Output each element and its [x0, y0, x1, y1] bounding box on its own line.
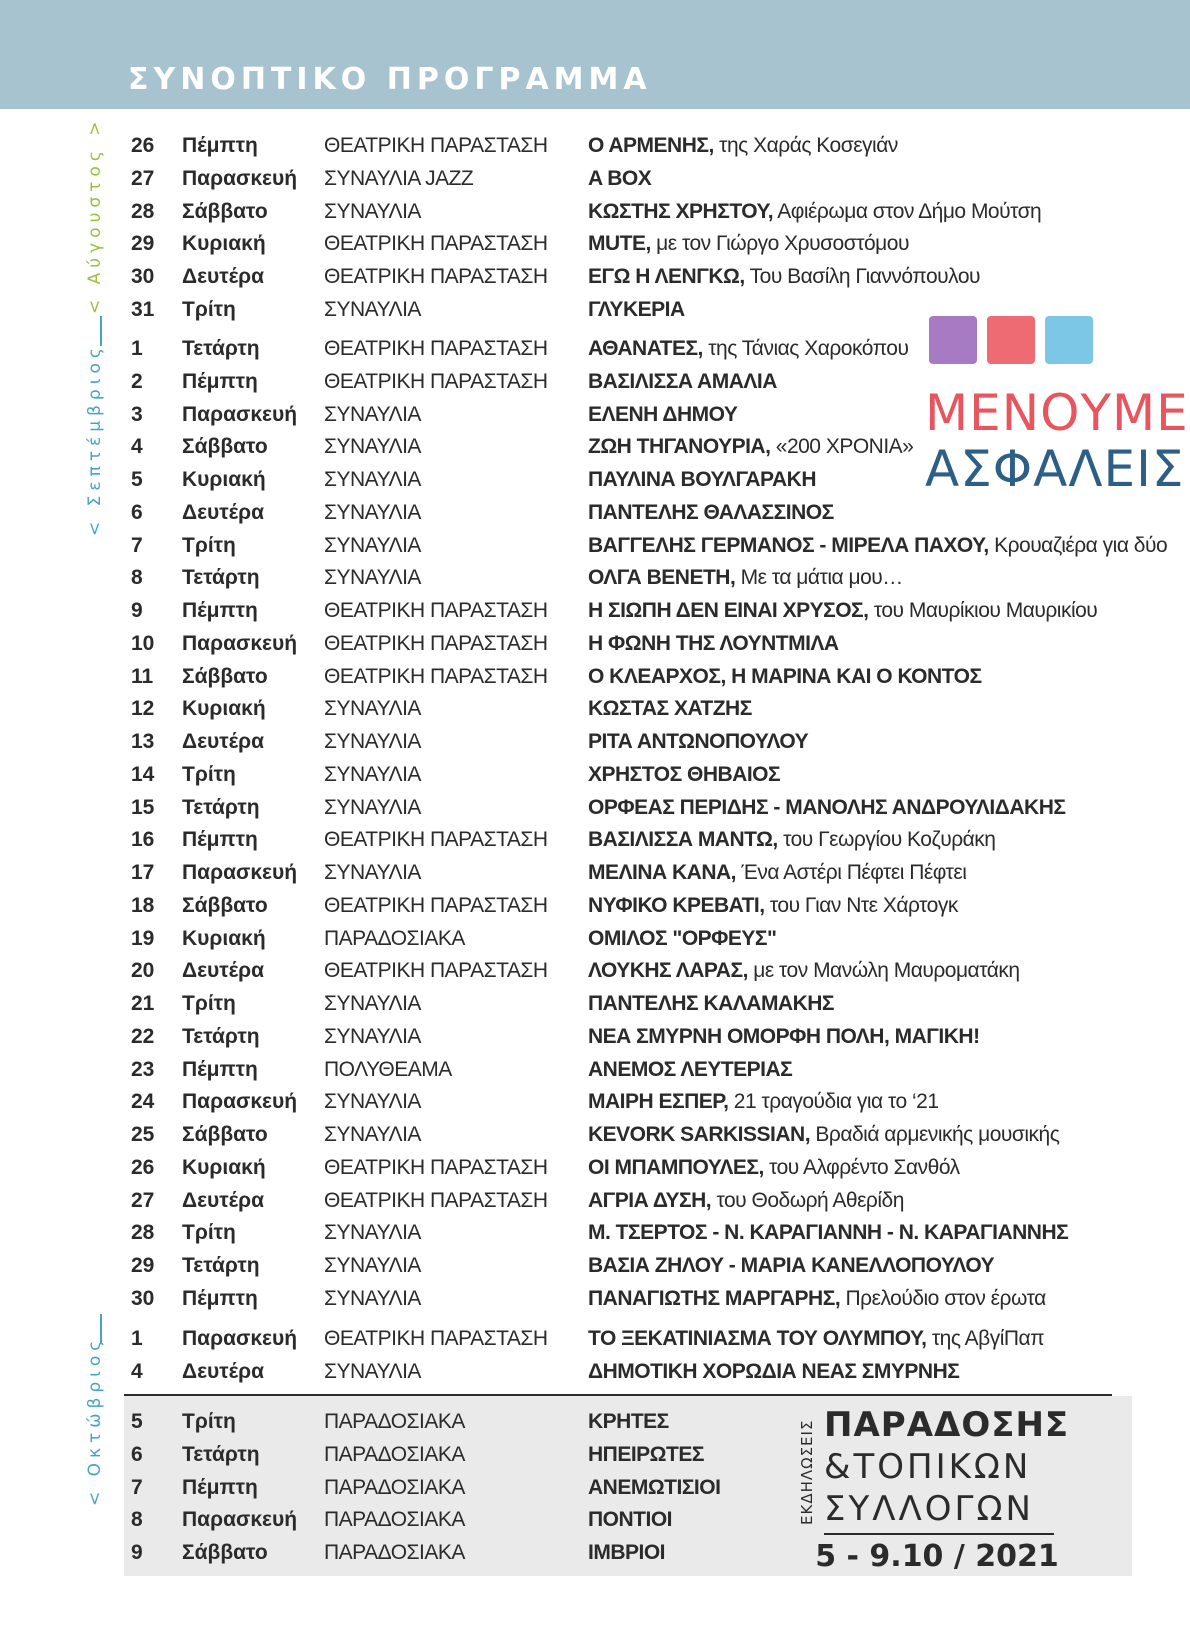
event-title: ΠΑΝΤΕΛΗΣ ΘΑΛΑΣΣΙΝΟΣ [588, 500, 834, 524]
month-label-october: < Οκτώβριος [85, 1335, 105, 1506]
page-title: ΣΥΝΟΠΤΙΚΟ ΠΡΟΓΡΑΜΜΑ [128, 62, 652, 97]
event-title-cell [588, 1251, 994, 1281]
day-cell: 26 [131, 1155, 155, 1179]
weekday-cell: Δευτέρα [182, 1188, 265, 1212]
event-type-cell: ΣΥΝΑΥΛΙΑ [324, 468, 421, 491]
header-bar [0, 0, 1190, 109]
event-title-cell [588, 924, 776, 954]
day-cell: 28 [131, 1221, 155, 1245]
event-type-cell: ΘΕΑΤΡΙΚΗ ΠΑΡΑΣΤΑΣΗ [324, 664, 548, 688]
event-type-cell: ΘΕΑΤΡΙΚΗ ΠΑΡΑΣΤΑΣΗ [324, 369, 548, 393]
weekday-cell: Κυριακή [182, 697, 266, 721]
event-subtitle: Του Βασίλη Γιαννόπουλου [744, 265, 980, 288]
event-title: ΒΑΣΙΛΙΣΣΑ ΑΜΑΛΙΑ [588, 369, 777, 393]
event-subtitle: της Χαράς Κοσεγιάν [713, 134, 898, 157]
day-cell: 15 [131, 795, 155, 819]
day-cell: 31 [131, 297, 155, 321]
event-type-cell: ΘΕΑΤΡΙΚΗ ΠΑΡΑΣΤΑΣΗ [324, 893, 548, 917]
event-title-cell [588, 1407, 669, 1437]
weekday-cell: Σάββατο [182, 664, 268, 688]
event-subtitle: του Αλφρέντο Σανθόλ [763, 1155, 960, 1179]
event-type-cell: ΘΕΑΤΡΙΚΗ ΠΑΡΑΣΤΑΣΗ [324, 1188, 548, 1212]
event-title-cell [588, 1153, 960, 1183]
weekday-cell: Κυριακή [182, 926, 266, 950]
event-title-cell [588, 531, 1167, 561]
event-title: ΒΑΣΙΑ ΖΗΛΟΥ - ΜΑΡΙΑ ΚΑΝΕΛΛΟΠΟΥΛΟΥ [588, 1254, 995, 1277]
event-title: ΠΑΝΤΕΛΗΣ ΚΑΛΑΜΑΚΗΣ [588, 992, 835, 1015]
day-cell: 5 [131, 468, 143, 491]
event-title: A BOX [588, 166, 652, 190]
day-cell: 29 [131, 1254, 155, 1277]
section-divider [124, 1394, 1112, 1396]
event-title: ΠΑΝΑΓΙΩΤΗΣ ΜΑΡΓΑΡΗΣ, [588, 1286, 841, 1310]
event-title-cell [588, 1473, 720, 1503]
day-cell: 6 [131, 1442, 143, 1466]
event-subtitle: Βραδιά αρμενικής μουσικής [810, 1123, 1060, 1146]
event-title: ΑΝΕΜΟΣ ΛΕΥΤΕΡΙΑΣ [588, 1057, 793, 1081]
day-cell: 17 [131, 861, 155, 884]
event-title-cell [588, 131, 898, 161]
event-type-cell: ΣΥΝΑΥΛΙΑ [324, 1123, 421, 1146]
day-cell: 13 [131, 730, 155, 753]
weekday-cell: Δευτέρα [182, 265, 265, 288]
event-title: ΠΑΥΛΙΝΑ ΒΟΥΛΓΑΡΑΚΗ [588, 468, 816, 491]
event-title: ΗΠΕΙΡΩΤΕΣ [588, 1442, 704, 1466]
day-cell: 18 [131, 893, 155, 917]
event-title: ΒΑΓΓΕΛΗΣ ΓΕΡΜΑΝΟΣ - ΜΙΡΕΛΑ ΠΑΧΟΥ, [588, 533, 989, 557]
weekday-cell: Πέμπτη [182, 828, 258, 852]
event-type-cell: ΘΕΑΤΡΙΚΗ ΠΑΡΑΣΤΑΣΗ [324, 134, 548, 157]
event-title-cell [588, 1218, 1068, 1248]
event-title: ΕΓΩ Η ΛΕΝΓΚΩ, [588, 265, 745, 288]
day-cell: 23 [131, 1057, 155, 1081]
event-subtitle: με τον Μανώλη Μαυροματάκη [747, 959, 1020, 983]
event-title-cell [588, 760, 780, 790]
event-title-cell [588, 563, 903, 593]
event-title-cell [588, 1022, 980, 1052]
event-subtitle: του Θοδωρή Αθερίδη [711, 1188, 904, 1212]
event-type-cell: ΘΕΑΤΡΙΚΗ ΠΑΡΑΣΤΑΣΗ [324, 599, 548, 622]
event-title-cell [588, 1538, 665, 1568]
month-label-september: < Σεπτέμβριος [85, 343, 105, 536]
event-type-cell: ΣΥΝΑΥΛΙΑ [324, 1024, 421, 1048]
weekday-cell: Τετάρτη [182, 795, 260, 819]
event-type-cell: ΘΕΑΤΡΙΚΗ ΠΑΡΑΣΤΑΣΗ [324, 959, 548, 983]
day-cell: 5 [131, 1410, 143, 1433]
weekday-cell: Δευτέρα [182, 730, 265, 753]
month-label-august: < Αύγουστος > [85, 116, 105, 314]
event-title: ΟΜΙΛΟΣ "ΟΡΦΕΥΣ" [588, 926, 777, 950]
festival-line-1: ΠΑΡΑΔΟΣΗΣ [824, 1405, 1070, 1445]
weekday-cell: Τρίτη [182, 297, 236, 321]
event-type-cell: ΘΕΑΤΡΙΚΗ ΠΑΡΑΣΤΑΣΗ [324, 631, 548, 655]
event-title: ΝΥΦΙΚΟ ΚΡΕΒΑΤΙ, [588, 893, 765, 917]
event-title: ΕΛΕΝΗ ΔΗΜΟΥ [588, 402, 738, 426]
red-square-icon [987, 316, 1035, 364]
event-type-cell: ΣΥΝΑΥΛΙΑ [324, 762, 421, 786]
weekday-cell: Τρίτη [182, 992, 236, 1015]
event-type-cell: ΣΥΝΑΥΛΙΑ [324, 435, 421, 459]
event-subtitle: Αφιέρωμα στον Δήμο Μούτση [773, 199, 1042, 223]
logo-line-2: ΑΣΦΑΛΕΙΣ [925, 440, 1185, 498]
weekday-cell: Παρασκευή [182, 1508, 298, 1532]
event-type-cell: ΣΥΝΑΥΛΙΑ [324, 533, 421, 557]
event-title-cell [588, 891, 958, 921]
event-subtitle: Ένα Αστέρι Πέφτει Πέφτει [736, 861, 967, 884]
event-type-cell: ΣΥΝΑΥΛΙΑ [324, 199, 421, 223]
day-cell: 14 [131, 762, 155, 786]
event-subtitle: του Μαυρίκιου Μαυρικίου [868, 599, 1098, 622]
event-type-cell: ΠΑΡΑΔΟΣΙΑΚΑ [324, 926, 465, 950]
event-type-cell: ΠΑΡΑΔΟΣΙΑΚΑ [324, 1508, 465, 1532]
event-subtitle: της ΑβγίΠαπ [926, 1327, 1045, 1350]
event-title-cell [588, 858, 966, 888]
event-title-cell [588, 400, 737, 430]
day-cell: 6 [131, 500, 143, 524]
event-title: ΠΟΝΤΙΟΙ [588, 1508, 672, 1532]
day-cell: 9 [131, 599, 143, 622]
event-title-cell [588, 197, 1041, 227]
weekday-cell: Πέμπτη [182, 1057, 258, 1081]
day-cell: 7 [131, 533, 143, 557]
event-title-cell [588, 1440, 704, 1470]
event-title-cell [588, 793, 1065, 823]
event-type-cell: ΘΕΑΤΡΙΚΗ ΠΑΡΑΣΤΑΣΗ [324, 232, 548, 256]
day-cell: 28 [131, 199, 155, 223]
event-subtitle: με τον Γιώργο Χρυσοστόμου [650, 232, 909, 256]
event-type-cell: ΠΑΡΑΔΟΣΙΑΚΑ [324, 1475, 465, 1499]
day-cell: 12 [131, 697, 155, 721]
day-cell: 20 [131, 959, 155, 983]
weekday-cell: Δευτέρα [182, 500, 265, 524]
festival-underline [824, 1533, 1054, 1535]
event-type-cell: ΣΥΝΑΥΛΙΑ [324, 1254, 421, 1277]
day-cell: 27 [131, 166, 155, 190]
weekday-cell: Τετάρτη [182, 566, 260, 590]
logo-line-1: ΜΕΝΟΥΜΕ [925, 384, 1189, 442]
event-type-cell: ΣΥΝΑΥΛΙΑ [324, 566, 421, 590]
event-title-cell [588, 1186, 904, 1216]
day-cell: 24 [131, 1090, 155, 1114]
weekday-cell: Τρίτη [182, 762, 236, 786]
event-type-cell: ΠΑΡΑΔΟΣΙΑΚΑ [324, 1541, 465, 1564]
event-title-cell [588, 727, 808, 757]
event-subtitle: Πρελούδιο στον έρωτα [840, 1286, 1046, 1310]
weekday-cell: Παρασκευή [182, 166, 298, 190]
event-title-cell [588, 432, 913, 462]
event-type-cell: ΣΥΝΑΥΛΙΑ [324, 500, 421, 524]
event-type-cell: ΣΥΝΑΥΛΙΑ [324, 297, 421, 321]
weekday-cell: Σάββατο [182, 1541, 268, 1564]
event-type-cell: ΣΥΝΑΥΛΙΑ JAZZ [324, 166, 474, 190]
weekday-cell: Σάββατο [182, 893, 268, 917]
day-cell: 30 [131, 265, 155, 288]
event-type-cell: ΠΑΡΑΔΟΣΙΑΚΑ [324, 1410, 465, 1433]
day-cell: 4 [131, 435, 143, 459]
day-cell: 1 [131, 337, 143, 360]
festival-side-label: ΕΚΔΗΛΩΣΕΙΣ [798, 1419, 816, 1525]
weekday-cell: Τετάρτη [182, 1442, 260, 1466]
blue-square-icon [1045, 316, 1093, 364]
weekday-cell: Κυριακή [182, 468, 266, 491]
event-subtitle: της Τάνιας Χαροκόπου [702, 337, 909, 360]
day-cell: 19 [131, 926, 155, 950]
event-title: KEVORK SARKISSIAN, [588, 1123, 811, 1146]
festival-line-3: ΣΥΛΛΟΓΩΝ [824, 1489, 1034, 1529]
event-subtitle: Με τα μάτια μου… [735, 566, 903, 590]
day-cell: 21 [131, 992, 155, 1015]
event-type-cell: ΣΥΝΑΥΛΙΑ [324, 697, 421, 721]
festival-label [798, 1405, 1098, 1575]
day-cell: 2 [131, 369, 143, 393]
menoume-asfaleis-logo [925, 316, 1189, 498]
festival-dates: 5 - 9.10 / 2021 [815, 1539, 1059, 1574]
event-type-cell: ΠΑΡΑΔΟΣΙΑΚΑ [324, 1442, 465, 1466]
day-cell: 27 [131, 1188, 155, 1212]
event-type-cell: ΠΟΛΥΘΕΑΜΑ [324, 1057, 452, 1081]
event-type-cell: ΣΥΝΑΥΛΙΑ [324, 730, 421, 753]
event-title: ΑΓΡΙΑ ΔΥΣΗ, [588, 1188, 712, 1212]
event-title: ΚΩΣΤΗΣ ΧΡΗΣΤΟΥ, [588, 199, 774, 223]
event-title: Ο ΑΡΜΕΝΗΣ, [588, 134, 714, 157]
weekday-cell: Σάββατο [182, 199, 268, 223]
event-type-cell: ΣΥΝΑΥΛΙΑ [324, 861, 421, 884]
event-title: ΟΙ ΜΠΑΜΠΟΥΛΕΣ, [588, 1155, 764, 1179]
event-title-cell [588, 596, 1097, 626]
weekday-cell: Τετάρτη [182, 1254, 260, 1277]
weekday-cell: Πέμπτη [182, 1286, 258, 1310]
weekday-cell: Πέμπτη [182, 599, 258, 622]
event-title-cell [588, 694, 752, 724]
event-title-cell [588, 334, 908, 364]
day-cell: 25 [131, 1123, 155, 1146]
event-subtitle: «200 ΧΡΟΝΙΑ» [770, 435, 914, 459]
event-title: ΜΕΛΙΝΑ ΚΑΝΑ, [588, 861, 737, 884]
event-title: ΤΟ ΞΕΚΑΤΙΝΙΑΣΜΑ ΤΟΥ ΟΛΥΜΠΟΥ, [588, 1327, 927, 1350]
weekday-cell: Πέμπτη [182, 134, 258, 157]
event-title: ΡΙΤΑ ΑΝΤΩΝΟΠΟΥΛΟΥ [588, 730, 809, 753]
weekday-cell: Σάββατο [182, 1123, 268, 1146]
event-title-cell [588, 1120, 1059, 1150]
event-title: Ο ΚΛΕΑΡΧΟΣ, Η ΜΑΡΙΝΑ ΚΑΙ Ο ΚΟΝΤΟΣ [588, 664, 982, 688]
event-type-cell: ΘΕΑΤΡΙΚΗ ΠΑΡΑΣΤΑΣΗ [324, 1155, 548, 1179]
day-cell: 8 [131, 566, 143, 590]
event-title: Μ. ΤΣΕΡΤΟΣ - Ν. ΚΑΡΑΓΙΑΝΝΗ - Ν. ΚΑΡΑΓΙΑΝΝΗΣ [588, 1221, 1069, 1245]
event-title: MUTE, [588, 232, 651, 256]
event-title-cell [588, 465, 816, 495]
day-cell: 10 [131, 631, 155, 655]
event-title: ΑΝΕΜΩΤΙΣΙΟΙ [588, 1475, 721, 1499]
festival-line-2: &ΤΟΠΙΚΩΝ [824, 1447, 1032, 1487]
day-cell: 30 [131, 1286, 155, 1310]
weekday-cell: Σάββατο [182, 435, 268, 459]
event-title-cell [588, 229, 909, 259]
event-title-cell [588, 825, 995, 855]
weekday-cell: Δευτέρα [182, 959, 265, 983]
event-type-cell: ΣΥΝΑΥΛΙΑ [324, 1359, 421, 1383]
event-title: ΧΡΗΣΤΟΣ ΘΗΒΑΙΟΣ [588, 762, 781, 786]
event-title: ΝΕΑ ΣΜΥΡΝΗ ΟΜΟΡΦΗ ΠΟΛΗ, ΜΑΓΙΚΗ! [588, 1024, 980, 1048]
event-title-cell [588, 262, 980, 292]
day-cell: 22 [131, 1024, 155, 1048]
event-title: ΑΘΑΝΑΤΕΣ, [588, 337, 703, 360]
event-title: ΒΑΣΙΛΙΣΣΑ ΜΑΝΤΩ, [588, 828, 778, 852]
event-type-cell: ΘΕΑΤΡΙΚΗ ΠΑΡΑΣΤΑΣΗ [324, 265, 548, 288]
event-type-cell: ΣΥΝΑΥΛΙΑ [324, 795, 421, 819]
event-title: ΜΑΙΡΗ ΕΣΠΕΡ, [588, 1090, 729, 1114]
day-cell: 16 [131, 828, 155, 852]
event-subtitle: Κρουαζιέρα για δύο [988, 533, 1168, 557]
event-subtitle: του Γεωργίου Κοζυράκη [777, 828, 996, 852]
day-cell: 9 [131, 1541, 143, 1564]
weekday-cell: Δευτέρα [182, 1359, 265, 1383]
weekday-cell: Παρασκευή [182, 402, 298, 426]
event-title: ΚΩΣΤΑΣ ΧΑΤΖΗΣ [588, 697, 752, 721]
weekday-cell: Κυριακή [182, 1155, 266, 1179]
day-cell: 29 [131, 232, 155, 256]
event-title: ΔΗΜΟΤΙΚΗ ΧΟΡΩΔΙΑ ΝΕΑΣ ΣΜΥΡΝΗΣ [588, 1359, 960, 1383]
weekday-cell: Πέμπτη [182, 1475, 258, 1499]
event-type-cell: ΣΥΝΑΥΛΙΑ [324, 1221, 421, 1245]
event-type-cell: ΘΕΑΤΡΙΚΗ ΠΑΡΑΣΤΑΣΗ [324, 1327, 548, 1350]
event-type-cell: ΣΥΝΑΥΛΙΑ [324, 1286, 421, 1310]
weekday-cell: Πέμπτη [182, 369, 258, 393]
event-title: ΚΡΗΤΕΣ [588, 1410, 669, 1433]
event-title-cell [588, 662, 982, 692]
event-title-cell [588, 1284, 1046, 1314]
weekday-cell: Παρασκευή [182, 861, 298, 884]
weekday-cell: Παρασκευή [182, 1327, 298, 1350]
purple-square-icon [929, 316, 977, 364]
month-divider-line [100, 316, 102, 346]
weekday-cell: Τρίτη [182, 1410, 236, 1433]
event-type-cell: ΘΕΑΤΡΙΚΗ ΠΑΡΑΣΤΑΣΗ [324, 828, 548, 852]
weekday-cell: Τετάρτη [182, 1024, 260, 1048]
day-cell: 7 [131, 1475, 143, 1499]
event-title-cell [588, 367, 777, 397]
event-title-cell [588, 295, 685, 325]
event-subtitle: του Γιαν Ντε Χάρτογκ [764, 893, 958, 917]
day-cell: 8 [131, 1508, 143, 1532]
event-title-cell [588, 1324, 1044, 1354]
weekday-cell: Τρίτη [182, 533, 236, 557]
event-title: ΟΛΓΑ ΒΕΝΕΤΗ, [588, 566, 736, 590]
event-subtitle: 21 τραγούδια για το ‘21 [728, 1090, 939, 1114]
day-cell: 3 [131, 402, 143, 426]
event-title-cell [588, 989, 834, 1019]
weekday-cell: Τετάρτη [182, 337, 260, 360]
event-title: ΛΟΥΚΗΣ ΛΑΡΑΣ, [588, 959, 748, 983]
weekday-cell: Τρίτη [182, 1221, 236, 1245]
event-title-cell [588, 629, 839, 659]
event-type-cell: ΣΥΝΑΥΛΙΑ [324, 402, 421, 426]
event-title-cell [588, 1055, 792, 1085]
event-title: ΓΛΥΚΕΡΙΑ [588, 297, 685, 321]
event-title-cell [588, 1505, 672, 1535]
event-type-cell: ΣΥΝΑΥΛΙΑ [324, 992, 421, 1015]
event-title: Η ΦΩΝΗ ΤΗΣ ΛΟΥΝΤΜΙΛΑ [588, 631, 839, 655]
event-title-cell [588, 498, 834, 528]
event-title: Η ΣΙΩΠΗ ΔΕΝ ΕΙΝΑΙ ΧΡΥΣΟΣ, [588, 599, 869, 622]
event-title-cell [588, 1357, 959, 1387]
event-title-cell [588, 956, 1020, 986]
weekday-cell: Παρασκευή [182, 1090, 298, 1114]
event-title-cell [588, 1087, 939, 1117]
day-cell: 26 [131, 134, 155, 157]
event-title: ΙΜΒΡΙΟΙ [588, 1541, 666, 1564]
day-cell: 1 [131, 1327, 143, 1350]
day-cell: 4 [131, 1359, 143, 1383]
weekday-cell: Παρασκευή [182, 631, 298, 655]
weekday-cell: Κυριακή [182, 232, 266, 256]
day-cell: 11 [131, 664, 154, 688]
event-title: ΖΩΗ ΤΗΓΑΝΟΥΡΙΑ, [588, 435, 771, 459]
event-type-cell: ΘΕΑΤΡΙΚΗ ΠΑΡΑΣΤΑΣΗ [324, 337, 548, 360]
event-title: ΟΡΦΕΑΣ ΠΕΡΙΔΗΣ - ΜΑΝΟΛΗΣ ΑΝΔΡΟΥΛΙΔΑΚΗΣ [588, 795, 1066, 819]
event-title-cell [588, 164, 651, 194]
event-type-cell: ΣΥΝΑΥΛΙΑ [324, 1090, 421, 1114]
